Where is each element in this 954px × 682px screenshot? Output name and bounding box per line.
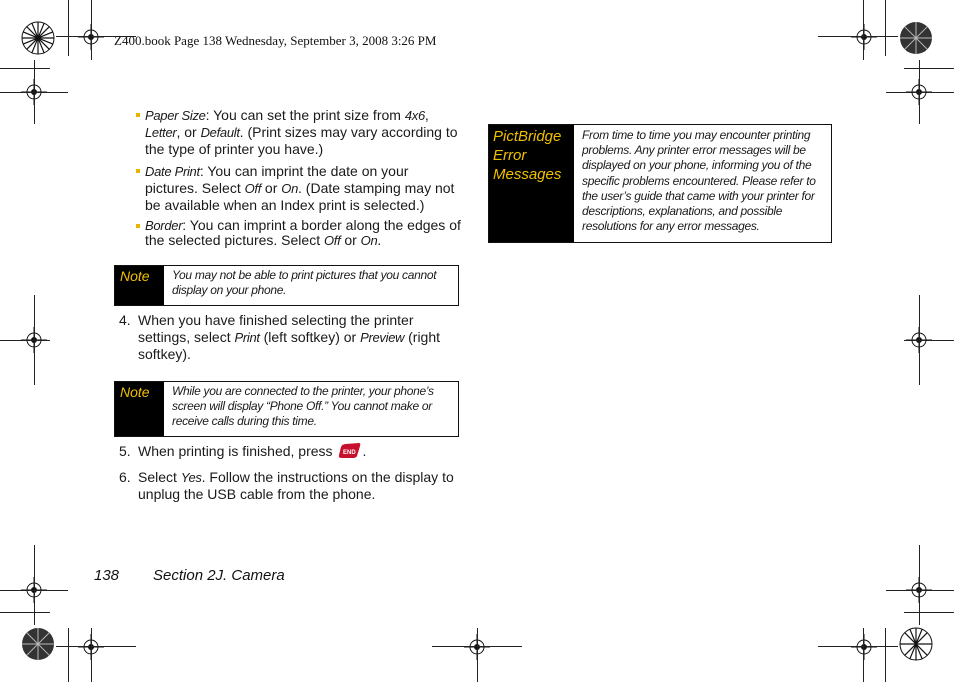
trim-line <box>68 0 69 56</box>
option-name: Yes <box>180 470 202 485</box>
trim-line <box>68 628 69 682</box>
note-label: Note <box>115 382 164 436</box>
trim-line <box>886 590 954 591</box>
bullet-item-border <box>145 218 461 248</box>
bullet-text: : You can imprint a border along the edges of the selected pictures. Select <box>145 217 461 248</box>
step-number: 4. <box>119 312 131 328</box>
trim-line <box>863 0 864 60</box>
step-text <box>138 469 460 503</box>
bullet-text: or <box>261 180 282 196</box>
note-box <box>114 381 459 437</box>
step-5 <box>119 443 459 463</box>
pictbridge-label-line: PictBridge <box>493 128 562 145</box>
trim-line <box>91 0 92 60</box>
registration-star-icon <box>898 626 934 662</box>
step-text <box>138 443 460 461</box>
trim-line <box>863 628 864 682</box>
step-number: 5. <box>119 443 131 459</box>
end-key-icon <box>336 441 362 459</box>
bullet-term: Paper Size <box>145 108 206 123</box>
trim-line <box>904 68 954 69</box>
trim-line <box>904 340 954 341</box>
trim-line <box>919 545 920 625</box>
page-header: Z400.book Page 138 Wednesday, September 3, 2008 3:26 PM <box>114 33 437 48</box>
trim-line <box>818 36 898 37</box>
trim-line <box>904 612 954 613</box>
page-number: 138 <box>94 567 120 584</box>
trim-line <box>0 590 68 591</box>
trim-line <box>56 646 136 647</box>
registration-star-icon <box>20 626 56 662</box>
note-box <box>114 265 459 306</box>
step-4 <box>119 312 459 364</box>
end-key-label: END <box>343 450 357 457</box>
bullet-text: . <box>377 232 382 248</box>
bullet-text: . (Print sizes may vary according to the type of printer you have.) <box>145 124 458 157</box>
pictbridge-label <box>489 125 574 242</box>
step-text-part: (right softkey). <box>138 329 441 362</box>
bullet-marker <box>136 113 140 117</box>
trim-line <box>0 92 68 93</box>
bullet-text: , <box>424 107 429 123</box>
trim-line <box>0 612 50 613</box>
trim-line <box>885 628 886 682</box>
note-text: You may not be able to print pictures that you cannot display on your phone. <box>172 268 437 297</box>
softkey-name: Preview <box>360 330 405 345</box>
bullet-item-paper-size <box>145 107 461 158</box>
bullet-term: Date Print <box>145 164 200 179</box>
softkey-name: Print <box>234 330 260 345</box>
bullet-text: . (Date stamping may not be available when an Index print is selected.) <box>145 180 455 213</box>
option-name: Letter <box>145 125 177 140</box>
registration-star-icon <box>898 20 934 56</box>
bullet-marker <box>136 224 140 228</box>
bullet-marker <box>136 169 140 173</box>
option-name: On <box>360 233 378 248</box>
pictbridge-label-line: Messages <box>493 166 562 183</box>
option-name: On <box>281 181 299 196</box>
step-text-part: When you have finished selecting the printer settings, select <box>138 312 414 345</box>
bullet-text: , or <box>176 124 201 140</box>
pictbridge-text: From time to time you may encounter printing problems. Any printer error messages will be displayed on your phone, informing you of the specific problems encountered. Please refer to the user’s guide that came with your printer for descriptions, explanations, and possible resolutions for any error messages. <box>582 128 816 234</box>
option-name: Default <box>200 125 240 140</box>
bullet-item-date-print <box>145 163 461 214</box>
bullet-text: : You can imprint the date on your pictures. Select <box>145 163 409 196</box>
section-title: Section 2J. Camera <box>153 567 285 584</box>
trim-line <box>34 545 35 625</box>
crosshair-icon <box>851 634 877 660</box>
bullet-text: or <box>340 232 361 248</box>
registration-star-icon <box>20 20 56 56</box>
step-6 <box>119 469 459 505</box>
bullet-term: Border <box>145 218 183 233</box>
option-name: Off <box>244 181 262 196</box>
trim-line <box>477 628 478 682</box>
step-text-part: Select <box>138 469 181 485</box>
trim-line <box>0 68 50 69</box>
bullet-text: : You can set the print size from <box>205 107 405 123</box>
option-name: 4x6 <box>404 108 425 123</box>
pictbridge-error-box <box>488 124 832 243</box>
step-text-part: When printing is finished, press <box>138 443 337 459</box>
note-text: While you are connected to the printer, your phone’s screen will display “Phone Off.” You cannot make or receive calls during this time. <box>172 384 434 428</box>
step-text <box>138 312 460 363</box>
step-text-part: (left softkey) or <box>259 329 361 345</box>
trim-line <box>886 92 954 93</box>
step-number: 6. <box>119 469 131 485</box>
trim-line <box>0 340 50 341</box>
trim-line <box>818 646 898 647</box>
trim-line <box>885 0 886 56</box>
step-text-part: . <box>362 443 367 459</box>
option-name: Off <box>324 233 341 248</box>
crosshair-icon <box>851 24 877 50</box>
pictbridge-label-line: Error <box>493 147 527 164</box>
step-text-part: . Follow the instructions on the display to unplug the USB cable from the phone. <box>138 469 454 502</box>
trim-line <box>91 628 92 682</box>
note-label: Note <box>115 266 164 305</box>
